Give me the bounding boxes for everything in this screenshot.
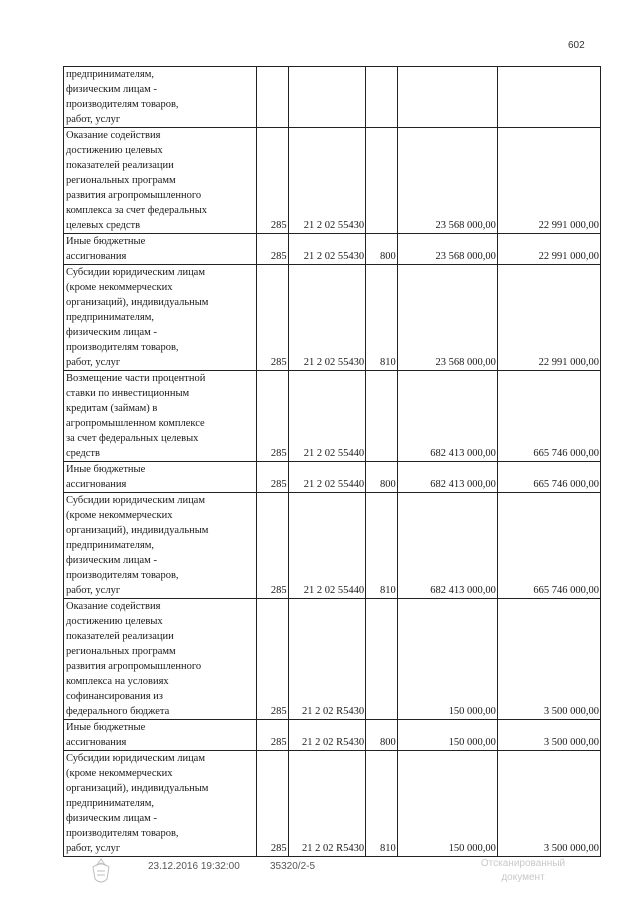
row-name-cell: Субсидии юридическим лицам (кроме некоммерческих организаций), индивидуальным предпринимателям, физическим лицам - производителям товаров, работ, услуг xyxy=(64,265,257,371)
row-sum-2018-cell: 22 991 000,00 xyxy=(497,128,600,234)
row-sum-2017-cell: 150 000,00 xyxy=(397,751,497,857)
row-sum-2017-cell: 682 413 000,00 xyxy=(397,493,497,599)
row-vr-cell: 810 xyxy=(366,493,398,599)
row-vr-cell: 800 xyxy=(366,720,398,751)
row-name-cell: Возмещение части процентной ставки по инвестиционным кредитам (займам) в агропромышленном комплексе за счет федеральных целевых средств xyxy=(64,371,257,462)
row-vr-cell xyxy=(366,599,398,720)
row-sum-2018-cell: 22 991 000,00 xyxy=(497,234,600,265)
row-grbs-cell xyxy=(256,67,288,128)
table-row xyxy=(64,371,601,462)
scan-stamp-line-1: Отсканированный xyxy=(480,858,566,869)
row-grbs-cell: 285 xyxy=(256,720,288,751)
row-csr-cell: 21 2 02 55430 xyxy=(288,128,366,234)
footer-doc-number: 35320/2-5 xyxy=(270,861,316,872)
row-sum-2018-cell: 3 500 000,00 xyxy=(497,751,600,857)
row-sum-2017-cell: 682 413 000,00 xyxy=(397,462,497,493)
row-name-cell: Иные бюджетные ассигнования xyxy=(64,720,257,751)
row-name-cell: Субсидии юридическим лицам (кроме некоммерческих организаций), индивидуальным предпринимателям, физическим лицам - производителям товаров, работ, услуг xyxy=(64,493,257,599)
row-name-cell: Оказание содействия достижению целевых показателей реализации региональных программ развития агропромышленного комплекса за счет федеральных целевых средств xyxy=(64,128,257,234)
table-row xyxy=(64,751,601,857)
footer-datetime: 23.12.2016 19:32:00 xyxy=(148,861,240,872)
row-csr-cell: 21 2 02 R5430 xyxy=(288,751,366,857)
row-sum-2017-cell: 682 413 000,00 xyxy=(397,371,497,462)
row-sum-2018-cell: 665 746 000,00 xyxy=(497,493,600,599)
table-row xyxy=(64,720,601,751)
row-vr-cell xyxy=(366,128,398,234)
row-sum-2017-cell xyxy=(397,67,497,128)
row-grbs-cell: 285 xyxy=(256,599,288,720)
table-row xyxy=(64,493,601,599)
row-csr-cell: 21 2 02 55430 xyxy=(288,234,366,265)
row-grbs-cell: 285 xyxy=(256,128,288,234)
row-vr-cell: 800 xyxy=(366,462,398,493)
row-name-cell: Субсидии юридическим лицам (кроме некоммерческих организаций), индивидуальным предпринимателям, физическим лицам - производителям товаров, работ, услуг xyxy=(64,751,257,857)
row-sum-2018-cell: 3 500 000,00 xyxy=(497,720,600,751)
row-sum-2017-cell: 150 000,00 xyxy=(397,599,497,720)
row-grbs-cell: 285 xyxy=(256,751,288,857)
budget-table xyxy=(63,66,601,857)
scan-stamp xyxy=(448,857,598,885)
row-grbs-cell: 285 xyxy=(256,493,288,599)
row-csr-cell xyxy=(288,67,366,128)
row-sum-2018-cell: 665 746 000,00 xyxy=(497,462,600,493)
table-row xyxy=(64,599,601,720)
table-row xyxy=(64,462,601,493)
row-vr-cell: 800 xyxy=(366,234,398,265)
row-vr-cell xyxy=(366,371,398,462)
row-csr-cell: 21 2 02 R5430 xyxy=(288,599,366,720)
row-grbs-cell: 285 xyxy=(256,371,288,462)
row-name-cell: предпринимателям, физическим лицам - производителям товаров, работ, услуг xyxy=(64,67,257,128)
page-number: 602 xyxy=(568,40,585,51)
row-csr-cell: 21 2 02 55440 xyxy=(288,462,366,493)
row-sum-2017-cell: 150 000,00 xyxy=(397,720,497,751)
row-name-cell: Иные бюджетные ассигнования xyxy=(64,462,257,493)
table-row xyxy=(64,234,601,265)
row-vr-cell: 810 xyxy=(366,265,398,371)
table-row xyxy=(64,67,601,128)
row-csr-cell: 21 2 02 R5430 xyxy=(288,720,366,751)
row-grbs-cell: 285 xyxy=(256,265,288,371)
emblem-icon xyxy=(88,857,114,887)
page-footer xyxy=(0,857,640,897)
row-csr-cell: 21 2 02 55430 xyxy=(288,265,366,371)
row-sum-2018-cell: 3 500 000,00 xyxy=(497,599,600,720)
row-vr-cell: 810 xyxy=(366,751,398,857)
row-sum-2018-cell: 665 746 000,00 xyxy=(497,371,600,462)
row-sum-2017-cell: 23 568 000,00 xyxy=(397,265,497,371)
row-sum-2017-cell: 23 568 000,00 xyxy=(397,128,497,234)
row-name-cell: Оказание содействия достижению целевых показателей реализации региональных программ развития агропромышленного комплекса на условиях софинансирования из федерального бюджета xyxy=(64,599,257,720)
row-csr-cell: 21 2 02 55440 xyxy=(288,493,366,599)
scan-stamp-line-2: документ xyxy=(501,872,545,883)
table-row xyxy=(64,265,601,371)
row-csr-cell: 21 2 02 55440 xyxy=(288,371,366,462)
row-sum-2017-cell: 23 568 000,00 xyxy=(397,234,497,265)
budget-table-body xyxy=(64,67,601,857)
row-grbs-cell: 285 xyxy=(256,462,288,493)
row-sum-2018-cell xyxy=(497,67,600,128)
row-vr-cell xyxy=(366,67,398,128)
row-name-cell: Иные бюджетные ассигнования xyxy=(64,234,257,265)
table-row xyxy=(64,128,601,234)
row-grbs-cell: 285 xyxy=(256,234,288,265)
row-sum-2018-cell: 22 991 000,00 xyxy=(497,265,600,371)
